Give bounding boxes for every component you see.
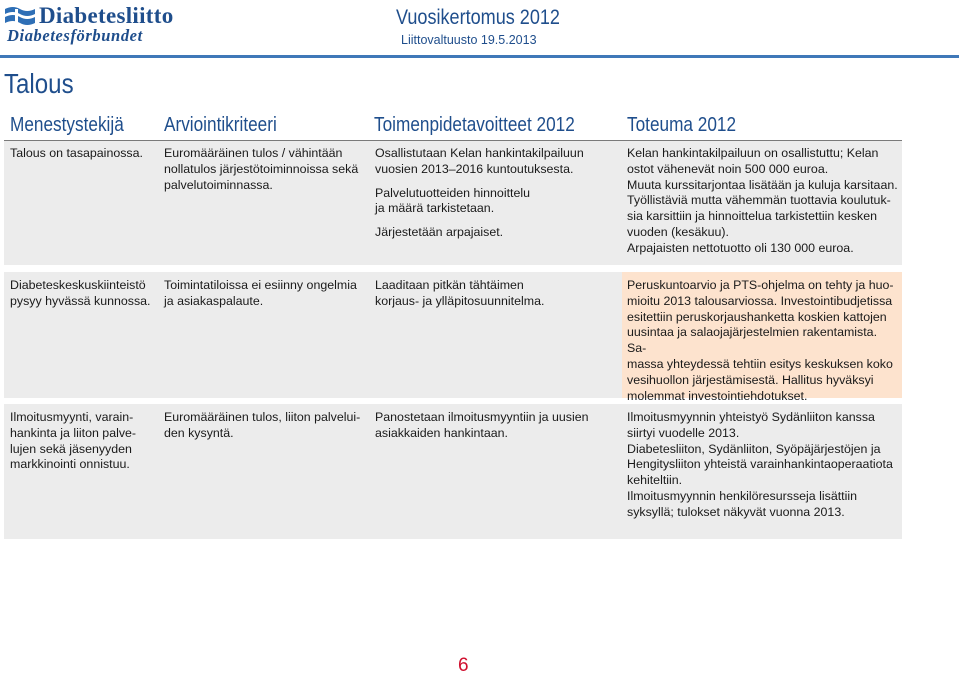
header-divider (0, 55, 959, 58)
text-line: molemmat investointiehdotukset. (627, 388, 808, 403)
text-line: vuoden (kesäkuu). (627, 224, 729, 239)
row1-result (627, 146, 899, 257)
text-line: Ilmoitusmyynnin henkilöresursseja lisättiin (627, 488, 858, 503)
row3-result (627, 410, 899, 521)
row2-criteria (164, 278, 369, 310)
text-line: Hengitysliiton yhteistä varainhankintaoperaatiota (627, 457, 893, 472)
text-line: ja asiakaspalaute. (164, 293, 264, 308)
row3-factor (10, 410, 160, 473)
text-line: uusintaa ja salaojajärjestelmien rakentamista. Sa- (627, 325, 878, 356)
flag-logo-icon (3, 5, 37, 27)
row1-actions (375, 146, 620, 241)
text-line: mioitu 2013 talousarviossa. Investointibudjetissa (627, 293, 893, 308)
text-line: Järjestetään arpajaiset. (375, 225, 504, 240)
column-header-criteria: Arviointikriteeri (164, 114, 277, 136)
page-number: 6 (458, 655, 469, 676)
text-line: korjaus- ja ylläpitosuunnitelma. (375, 293, 545, 308)
text-line: Osallistutaan Kelan hankintakilpailuun (375, 146, 584, 160)
text-line: Muuta kurssitarjontaa lisätään ja kuluja karsitaan. (627, 177, 898, 192)
text-line: Diabeteskeskuskiinteistö (10, 278, 146, 292)
org-name-fi: Diabetesliitto (39, 3, 174, 28)
text-line: Laaditaan pitkän tähtäimen (375, 278, 524, 292)
text-line: Ilmoitusmyynti, varain- (10, 410, 134, 424)
text-line: massa yhteydessä tehtiin esitys keskuksen koko (627, 356, 893, 371)
text-line: kehiteltiin. (627, 473, 683, 488)
text-line: sia karsittiin ja hinnoittelua tarkistettiin kesken (627, 209, 877, 224)
text-line: Diabetesliiton, Sydänliiton, Syöpäjärjestöjen ja (627, 441, 881, 456)
text-line: Toimintatiloissa ei esiinny ongelmia (164, 278, 357, 292)
text-line: markkinointi onnistuu. (10, 457, 130, 472)
row1-criteria (164, 146, 369, 193)
report-subtitle: Liittovaltuusto 19.5.2013 (401, 33, 537, 47)
column-header-result: Toteuma 2012 (627, 114, 737, 136)
text-line: hankinta ja liiton palve- (10, 425, 137, 440)
text-line: Panostetaan ilmoitusmyyntiin ja uusien (375, 410, 589, 424)
text-line: esitettiin peruskorjaushanketta koskien kattojen (627, 309, 887, 324)
text-line: Kelan hankintakilpailuun on osallistuttu; Kelan (627, 146, 879, 160)
row3-actions (375, 410, 620, 442)
text-line: Euromääräinen tulos, liiton palvelui- (164, 410, 361, 424)
text-line: nollatulos järjestötoiminnoissa sekä (164, 161, 359, 176)
row2-actions (375, 278, 620, 310)
text-line: den kysyntä. (164, 425, 234, 440)
text-line: Työllistäviä mutta vähemmän tuottavia koulutuk- (627, 193, 891, 208)
text-line: syksyllä; tulokset näkyvät vuonna 2013. (627, 504, 845, 519)
text-line: vesihuollon järjestämisestä. Hallitus hyväksyi (627, 372, 874, 387)
text-line: pysyy hyvässä kunnossa. (10, 293, 151, 308)
text-line: Talous on tasapainossa. (10, 146, 143, 160)
row2-result (627, 278, 899, 404)
column-header-factor: Menestystekijä (10, 114, 124, 136)
column-header-actions: Toimenpidetavoitteet 2012 (374, 114, 575, 136)
report-title: Vuosikertomus 2012 (396, 6, 560, 29)
text-line: asiakkaiden hankintaan. (375, 425, 508, 440)
text-line: Peruskuntoarvio ja PTS-ohjelma on tehty ja huo- (627, 278, 894, 292)
text-line: ostot vähenevät noin 500 000 euroa. (627, 161, 829, 176)
row2-factor (10, 278, 160, 310)
diabetesliitto-logo[interactable] (3, 3, 203, 45)
text-line: palvelutoiminnassa. (164, 177, 273, 192)
text-line: vuosien 2013–2016 kuntoutuksesta. (375, 161, 574, 176)
text-line: Arpajaisten nettotuotto oli 130 000 euroa. (627, 240, 854, 255)
text-line: Palvelutuotteiden hinnoittelu (375, 185, 530, 200)
text-line: Euromääräinen tulos / vähintään (164, 146, 343, 160)
text-line: Ilmoitusmyynnin yhteistyö Sydänliiton kanssa (627, 410, 875, 424)
row3-criteria (164, 410, 369, 442)
page-title: Talous (4, 68, 74, 99)
text-line: siirtyi vuodelle 2013. (627, 425, 740, 440)
row1-factor (10, 146, 160, 162)
text-line: lujen sekä jäsenyyden (10, 441, 132, 456)
text-line: ja määrä tarkistetaan. (375, 201, 495, 216)
org-name-sv: Diabetesförbundet (7, 26, 143, 45)
